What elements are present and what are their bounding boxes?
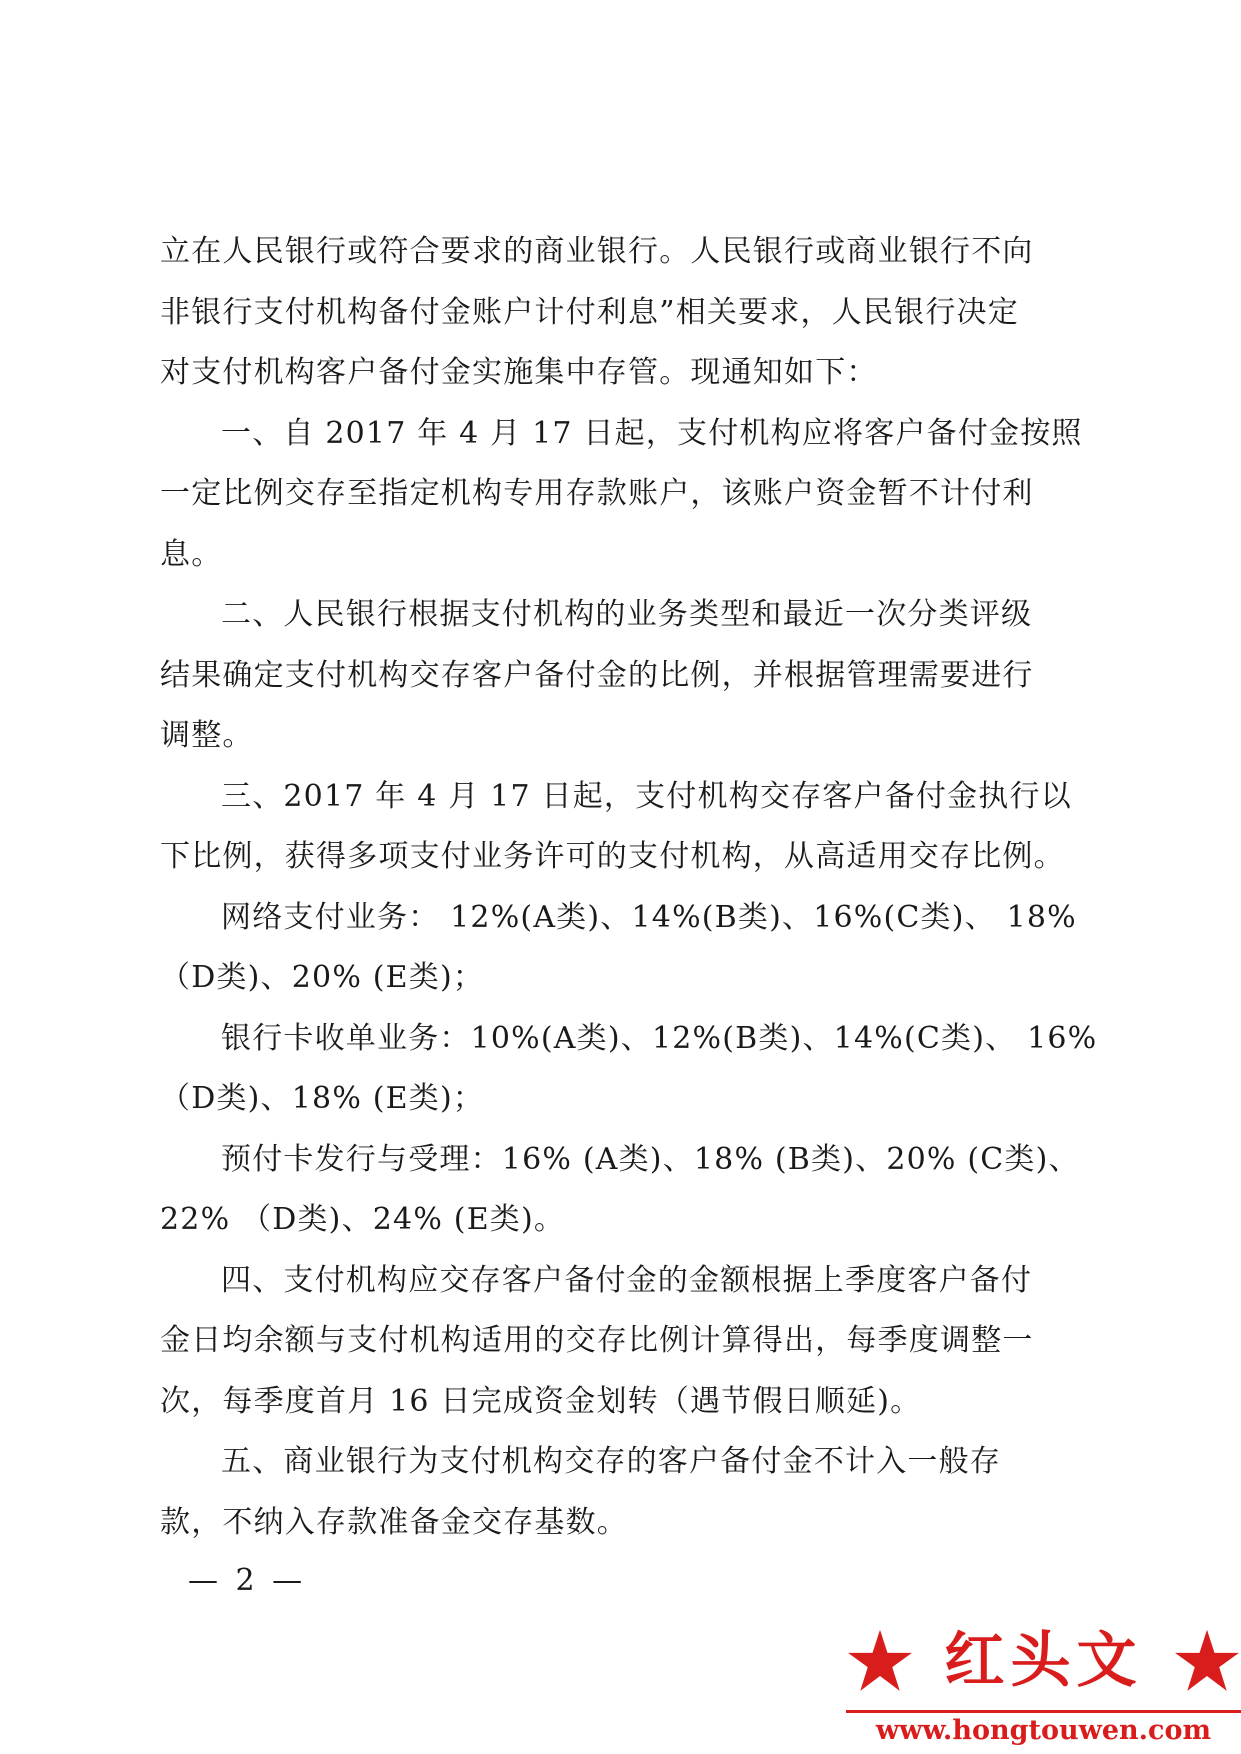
text-line: 22% （D类)、24% (E类)。 xyxy=(160,1202,566,1237)
watermark-header xyxy=(846,1620,1241,1702)
text-line: 四、支付机构应交存客户备付金的金额根据上季度客户备付 xyxy=(221,1262,1033,1298)
watermark-url[interactable]: www.hongtouwen.com xyxy=(875,1715,1212,1746)
text-line: （D类)、18% (E类)； xyxy=(160,1081,485,1116)
text-line: 一定比例交存至指定机构专用存款账户，该账户资金暂不计付利 xyxy=(160,476,1034,511)
text-line: 三、2017 年 4 月 17 日起，支付机构交存客户备付金执行以 xyxy=(221,778,1072,814)
text-line: 二、人民银行根据支付机构的业务类型和最近一次分类评级 xyxy=(221,597,1033,632)
text-line: 金日均余额与支付机构适用的交存比例计算得出，每季度调整一 xyxy=(160,1323,1034,1358)
text-line: （D类)、20% (E类)； xyxy=(160,960,485,995)
text-line: 对支付机构客户备付金实施集中存管。现通知如下： xyxy=(160,355,878,390)
text-line: 调整。 xyxy=(160,718,254,753)
text-line: 次，每季度首月 16 日完成资金划转（遇节假日顺延)。 xyxy=(160,1383,922,1419)
text-line: 息。 xyxy=(160,536,223,572)
text-line: 款，不纳入存款准备金交存基数。 xyxy=(160,1504,628,1540)
text-line: 五、商业银行为支付机构交存的客户备付金不计入一般存 xyxy=(221,1444,1001,1479)
star-icon xyxy=(1173,1627,1241,1695)
text-line: 结果确定支付机构交存客户备付金的比例，并根据管理需要进行 xyxy=(160,657,1034,693)
text-line: 网络支付业务： 12%(A类)、14%(B类)、16%(C类)、 18% xyxy=(221,899,1077,935)
text-line: 非银行支付机构备付金账户计付利息”相关要求，人民银行决定 xyxy=(160,294,1019,330)
text-line: 一、自 2017 年 4 月 17 日起，支付机构应将客户备付金按照 xyxy=(221,415,1083,451)
watermark xyxy=(846,1620,1241,1750)
document-body xyxy=(160,222,1098,1553)
star-icon xyxy=(846,1627,914,1695)
watermark-title: 红头文 xyxy=(944,1626,1143,1696)
text-line: 立在人民银行或符合要求的商业银行。人民银行或商业银行不向 xyxy=(160,234,1034,269)
watermark-divider xyxy=(846,1710,1241,1713)
text-line: 下比例，获得多项支付业务许可的支付机构，从高适用交存比例。 xyxy=(160,839,1065,874)
page-number: — 2 — xyxy=(188,1563,307,1598)
text-line: 预付卡发行与受理：16% (A类)、18% (B类)、20% (C类)、 xyxy=(221,1141,1080,1177)
text-line: 银行卡收单业务：10%(A类)、12%(B类)、14%(C类)、 16% xyxy=(221,1020,1098,1056)
